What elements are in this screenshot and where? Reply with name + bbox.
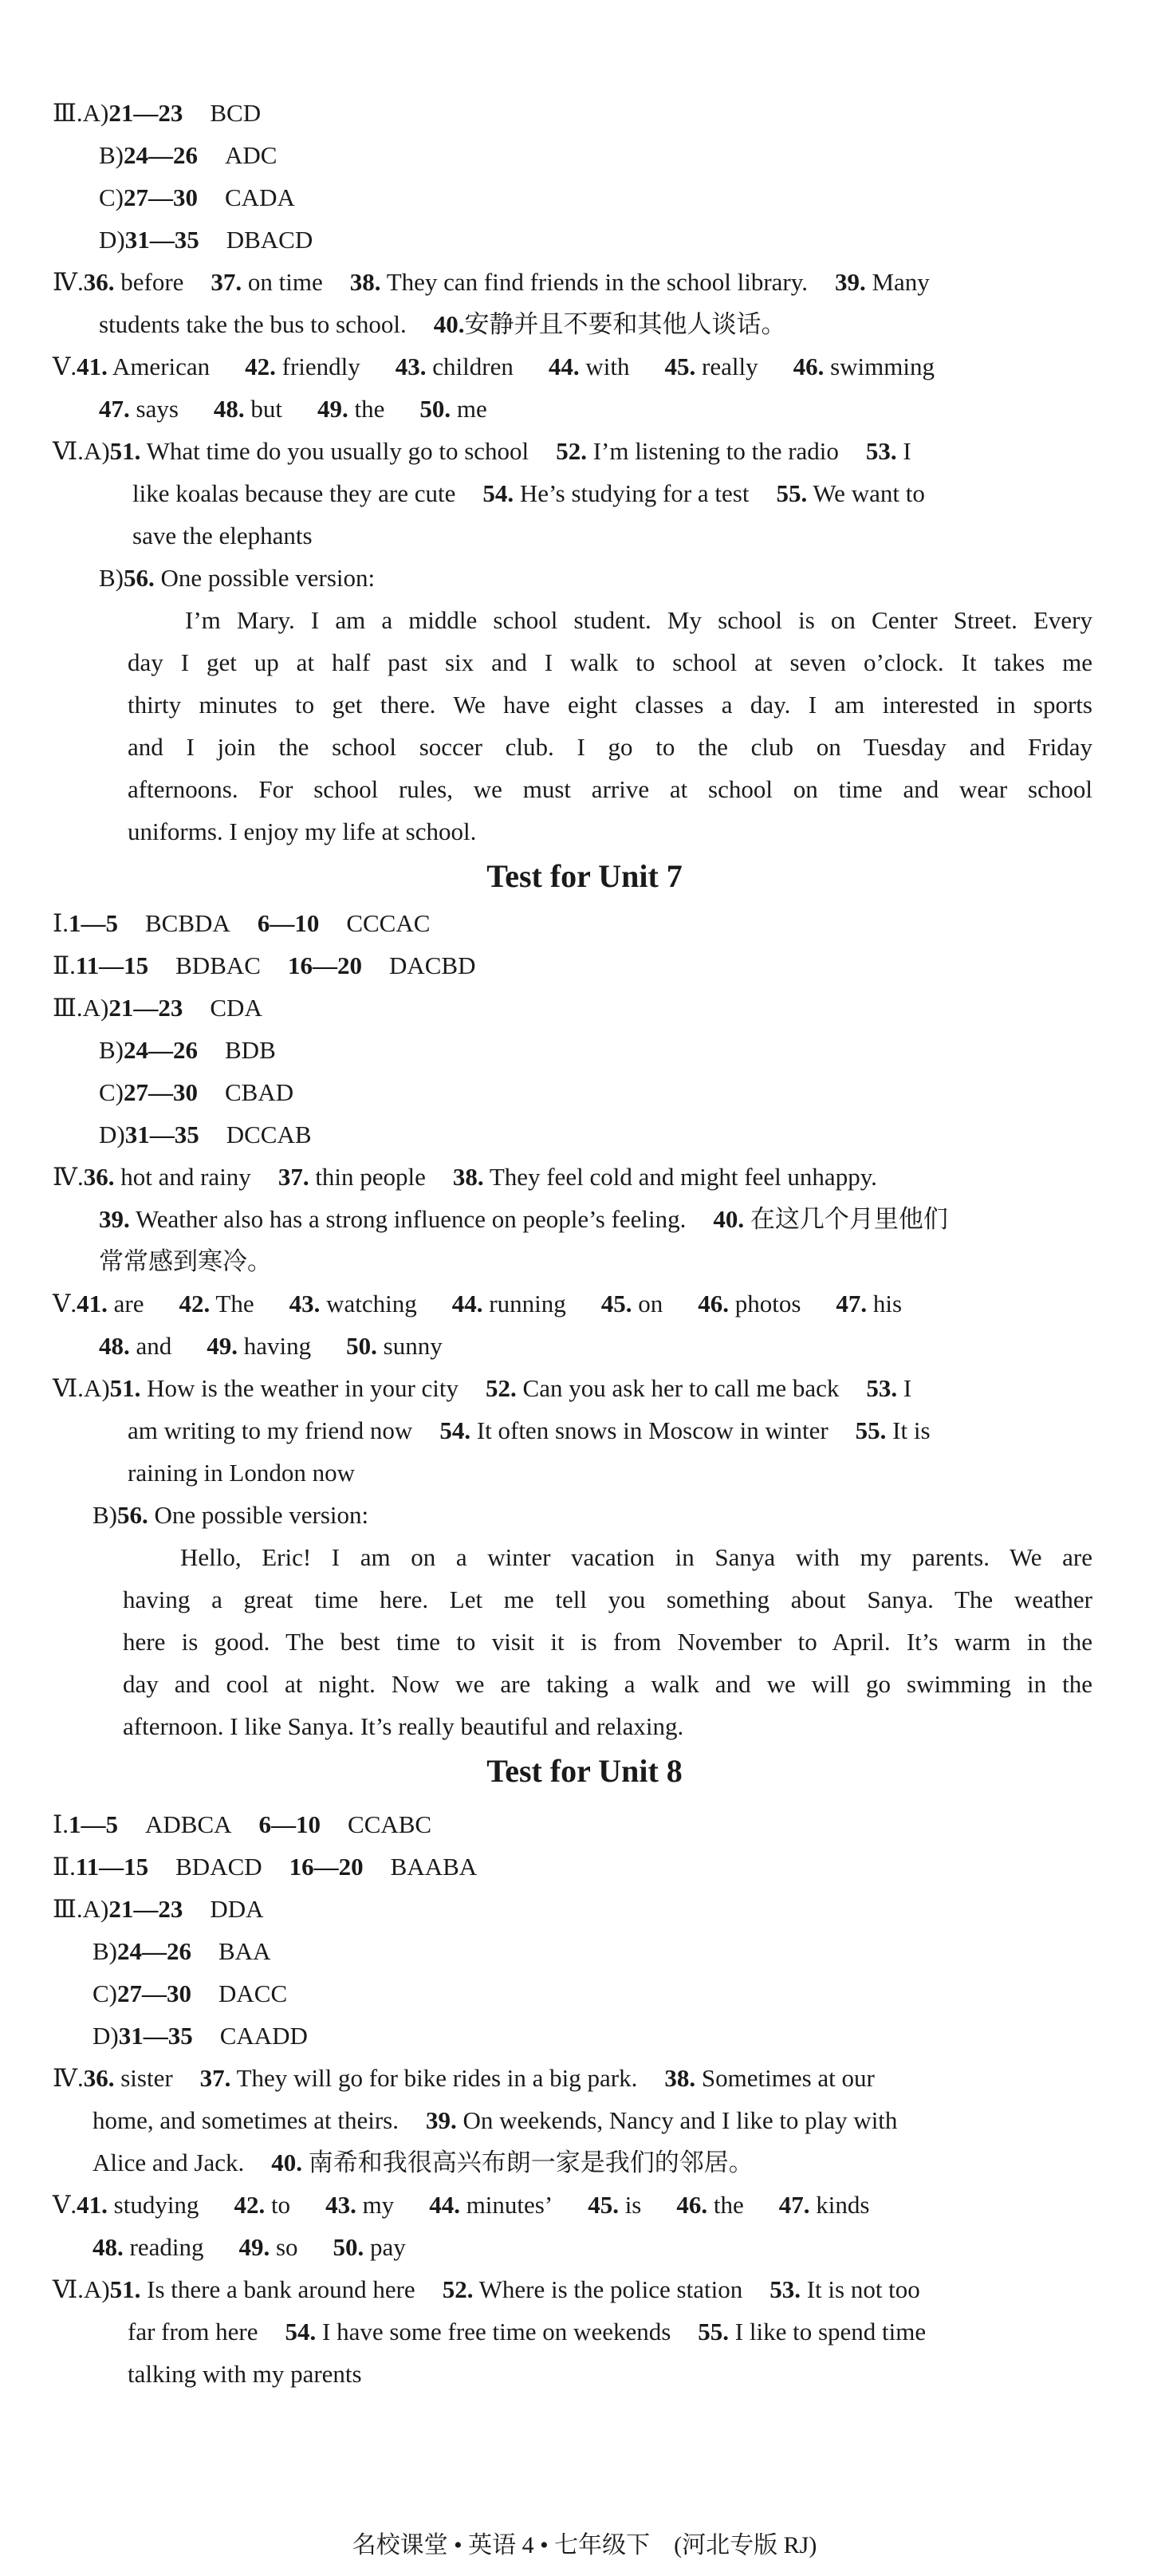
u8-iv-line2: home, and sometimes at theirs. 39. On weekends, Nancy and I like to play with xyxy=(92,2106,898,2134)
u8-v-line2: 48. reading 49. so 50. pay xyxy=(92,2233,406,2261)
unit-7-title: Test for Unit 7 xyxy=(486,858,683,894)
u8-iii-c: C)27—30 DACC xyxy=(92,1979,288,2007)
u8-iv-line1: Ⅳ.36. sister 37. They will go for bike rides in a big park. 38. Sometimes at our xyxy=(53,2064,875,2092)
u7-iii-d: D)31—35 DCCAB xyxy=(99,1121,312,1148)
u8-vi-a-line1: Ⅵ.A)51. Is there a bank around here 52. Where is the police station 53. It is not too xyxy=(53,2275,920,2303)
page-footer: 名校课堂 • 英语 4 • 七年级下 (河北专版 RJ) xyxy=(352,2532,817,2558)
u8-v-line1: Ⅴ.41. studying 42. to 43. my 44. minutes’ 45. is 46. the 47. kinds xyxy=(53,2191,870,2219)
u7-iv-line1: Ⅳ.36. hot and rainy 37. thin people 38. They feel cold and might feel unhappy. xyxy=(53,1163,877,1191)
u6-vi-a-line1: Ⅵ.A)51. What time do you usually go to school 52. I’m listening to the radio 53. I xyxy=(53,437,911,465)
u6-vi-b-head: B)56. One possible version: xyxy=(99,564,376,592)
u8-iii-b: B)24—26 BAA xyxy=(92,1937,271,1965)
u7-ii: Ⅱ.11—15 BDBAC 16—20 DACBD xyxy=(53,951,476,979)
u7-vi-a-line3: raining in London now xyxy=(128,1459,355,1487)
u7-vi-a-line2: am writing to my friend now 54. It often snows in Moscow in winter 55. It is xyxy=(128,1416,931,1444)
u7-iii-c: C)27—30 CBAD xyxy=(99,1078,294,1106)
u7-iii-a: Ⅲ.A)21—23 CDA xyxy=(53,994,262,1022)
unit-8-title: Test for Unit 8 xyxy=(486,1753,683,1789)
u7-iv-line3: 常常感到寒冷。 xyxy=(99,1247,272,1275)
u6-iii-d: D)31—35 DBACD xyxy=(99,226,313,254)
u7-vi-b-head: B)56. One possible version: xyxy=(92,1501,369,1529)
u6-vi-a-line2: like koalas because they are cute 54. He’s studying for a test 55. We want to xyxy=(132,479,925,507)
u8-ii: Ⅱ.11—15 BDACD 16—20 BAABA xyxy=(53,1853,478,1881)
u8-vi-a-line2: far from here 54. I have some free time on weekends 55. I like to spend time xyxy=(128,2318,927,2346)
u6-essay: I’m Mary. I am a middle school student. My school is on Center Street. Every day I get up at half past six and I walk to school at seven o’clock. It takes me thirty minutes to get there. We have eight classes a day. I am interested in sports and I join the school soccer club. I go to the club on Tuesday and Friday afternoons. For school rules, we must arrive at school on time and wear school uniforms. I enjoy my life at school. xyxy=(128,606,1092,845)
u6-v-line1: Ⅴ.41. American 42. friendly 43. children 44. with 45. really 46. swimming xyxy=(53,353,935,380)
u8-iii-a: Ⅲ.A)21—23 DDA xyxy=(53,1895,264,1923)
u7-vi-a-line1: Ⅵ.A)51. How is the weather in your city 52. Can you ask her to call me back 53. I xyxy=(53,1374,912,1402)
u6-iii-b: B)24—26 ADC xyxy=(99,141,277,169)
u7-iv-line2: 39. Weather also has a strong influence on people’s feeling. 40. 在这几个月里他们 xyxy=(99,1205,948,1233)
u6-iv-line2: students take the bus to school. 40.安静并且不要和其他人谈话。 xyxy=(99,310,786,338)
u6-iii-a: Ⅲ.A)21—23 BCD xyxy=(53,99,262,127)
u8-vi-a-line3: talking with my parents xyxy=(128,2360,362,2388)
u8-iii-d: D)31—35 CAADD xyxy=(92,2022,308,2050)
u6-iii-c: C)27—30 CADA xyxy=(99,183,295,211)
u7-essay: Hello, Eric! I am on a winter vacation in Sanya with my parents. We are having a great time here. Let me tell you something about Sanya. The weather here is good. The best time to visit it is from November to April. It’s warm in the day and cool at night. Now we are taking a walk and we will go swimming in the afternoon. I like Sanya. It’s really beautiful and relaxing. xyxy=(123,1543,1092,1740)
u7-v-line1: Ⅴ.41. are 42. The 43. watching 44. running 45. on 46. photos 47. his xyxy=(53,1290,903,1318)
u6-vi-a-line3: save the elephants xyxy=(132,522,313,549)
u7-i: Ⅰ.1—5 BCBDA 6—10 CCCAC xyxy=(53,909,431,937)
u8-iv-line3: Alice and Jack. 40. 南希和我很高兴布朗一家是我们的邻居。 xyxy=(92,2149,754,2176)
u6-v-line2: 47. says 48. but 49. the 50. me xyxy=(99,395,487,423)
u6-iv-line1: Ⅳ.36. before 37. on time 38. They can find friends in the school library. 39. Many xyxy=(53,268,930,296)
u7-v-line2: 48. and 49. having 50. sunny xyxy=(99,1332,443,1360)
u8-i: Ⅰ.1—5 ADBCA 6—10 CCABC xyxy=(53,1810,432,1838)
u7-iii-b: B)24—26 BDB xyxy=(99,1036,276,1064)
